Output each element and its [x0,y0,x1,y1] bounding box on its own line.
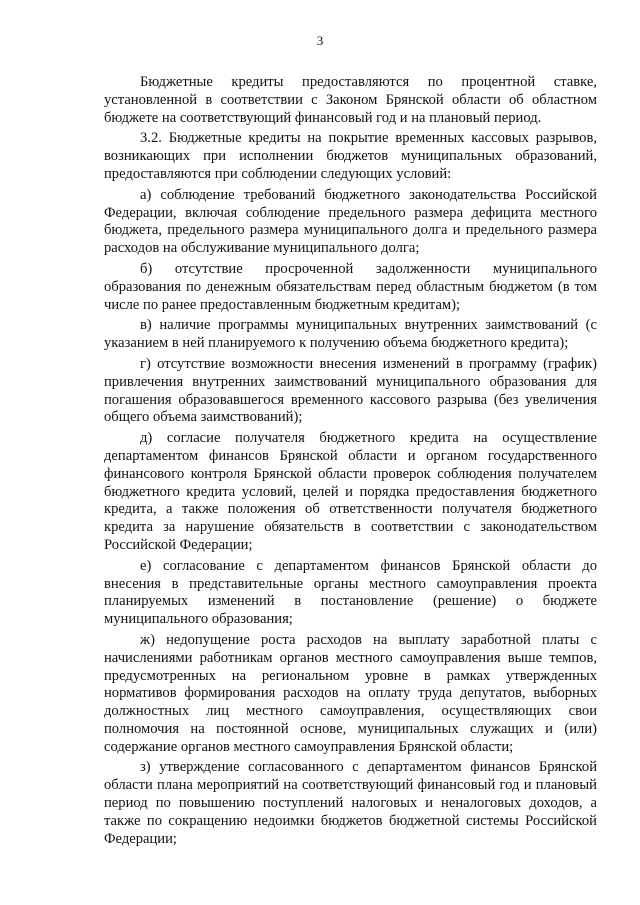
condition-d: д) согласие получателя бюджетного кредита на осуществление департаментом финансов Брянской области и органом государственного финансового контроля Брянской области проверок соблюдения получателем бюджетного кредита условий, целей и порядка предоставления бюджетного кредита, а также положения об ответственности получателя бюджетного кредита за нарушение обязательств в соответствии с законодательством Российской Федерации; [104,430,597,553]
page-number: 3 [316,33,324,48]
condition-g: г) отсутствие возможности внесения изменений в программу (график) привлечения внутренних заимствований муниципального образования для погашения образовавшегося временного кассового разрыва (без увеличения общего объема заимствований); [104,355,597,426]
document-body [104,74,597,848]
condition-z: з) утверждение согласованного с департаментом финансов Брянской области плана мероприятий на соответствующий финансовый год и плановый период по повышению поступлений налоговых и неналоговых доходов, а также по сокращению недоимки бюджетов бюджетной системы Российской Федерации; [104,759,597,847]
condition-b: б) отсутствие просроченной задолженности муниципального образования по денежным обязательствам перед областным бюджетом (в том числе по ранее предоставленным бюджетным кредитам); [104,260,597,313]
paragraph-3-2-intro: 3.2. Бюджетные кредиты на покрытие временных кассовых разрывов, возникающих при исполнении бюджетов муниципальных образований, предоставляются при соблюдении следующих условий: [104,130,597,182]
paragraph-interest-rate: Бюджетные кредиты предоставляются по процентной ставке, установленной в соответствии с Законом Брянской области об областном бюджете на соответствующий финансовый год и на плановый период. [104,74,597,126]
condition-e: е) согласование с департаментом финансов Брянской области до внесения в представительные органы местного самоуправления проекта планируемых изменений в постановление (решение) о бюджете муниципального образования; [104,557,597,628]
condition-zh: ж) недопущение роста расходов на выплату заработной платы с начислениями работникам органов местного самоуправления выше темпов, предусмотренных на региональном уровне в рамках утвержденных нормативов формирования расходов на оплату труда депутатов, выборных должностных лиц местного самоуправления, осуществляющих свои полномочия на постоянной основе, муниципальных служащих и (или) содержание органов местного самоуправления Брянской области; [104,631,597,755]
condition-v: в) наличие программы муниципальных внутренних заимствований (с указанием в ней планируемого к получению объема бюджетного кредита); [104,317,597,352]
condition-a: а) соблюдение требований бюджетного законодательства Российской Федерации, включая соблюдение предельного размера дефицита местного бюджета, предельного размера муниципального долга и предельного размера расходов на обслуживание муниципального долга; [104,186,597,257]
